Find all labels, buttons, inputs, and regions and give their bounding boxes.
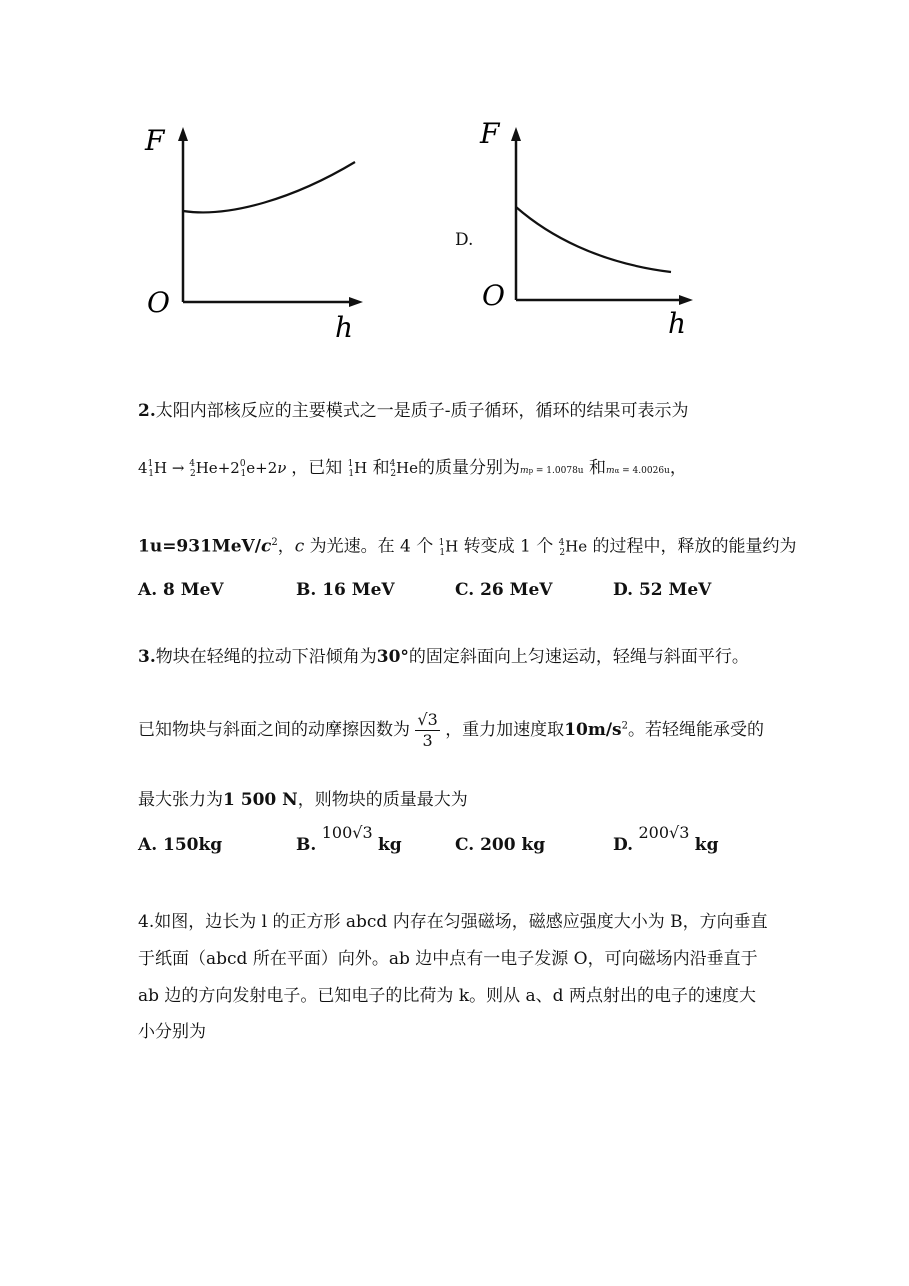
q3-stem2: 的固定斜面向上匀速运动，轻绳与斜面平行。 (408, 647, 749, 667)
line3-he: He (565, 537, 588, 556)
q4-line3: ab 边的方向发射电子。已知电子的比荷为 k。则从 a、d 两点射出的电子的速度大 (138, 986, 756, 1006)
known-he-nuclide (390, 458, 396, 481)
q3-option-b[interactable] (296, 823, 402, 855)
graph-right-y-label: F (480, 117, 500, 150)
eq-coef: 4 (138, 459, 148, 477)
q2-line3-e: 转变成 1 个 (463, 536, 554, 557)
q3-tension: 1 500 N (223, 790, 298, 810)
q3-stem-line (138, 647, 749, 667)
eq-h-nuclide (148, 458, 154, 481)
q3-line2-b: ，重力加速度取 (445, 720, 565, 740)
q4-line4: 小分别为 (138, 1022, 206, 1042)
eq-he: He (195, 459, 218, 477)
eq-plus1: +2 (217, 459, 240, 477)
graph-left-x-arrow (349, 297, 363, 307)
q3-option-d-value: 200√3 (638, 823, 690, 842)
q3-option-b-value: 100√3 (321, 823, 373, 842)
line3-h: H (445, 537, 459, 556)
eq-nu: ν (277, 459, 287, 477)
q2-option-a[interactable]: A. 8 MeV (138, 580, 224, 600)
known-h-z: 1 (348, 469, 355, 479)
option-d-label: D. (455, 230, 474, 250)
q2-line3-f: 的过程中，释放的能量约为 (592, 536, 797, 557)
q2-stem: 太阳内部核反应的主要模式之一是质子-质子循环，循环的结果可表示为 (155, 401, 689, 421)
q2-c-sq: 2 (271, 537, 278, 548)
q2-stem-line (138, 401, 689, 421)
line3-h-nuclide (439, 537, 445, 560)
q3-line3-a: 最大张力为 (138, 790, 223, 810)
mp-value: = 1.0078u (533, 466, 584, 476)
q3-number: 3. (138, 647, 156, 667)
q3-line3 (138, 790, 468, 810)
q2-c: c (260, 536, 272, 557)
mhe-symbol: m (606, 466, 615, 476)
q2-equation (138, 459, 291, 477)
known-he: He (396, 459, 419, 477)
mp-expr (520, 466, 584, 476)
eq-h-z: 1 (148, 469, 155, 479)
mhe-sub: α (614, 467, 620, 475)
q3-option-c[interactable]: C. 200 kg (455, 835, 546, 855)
known-h: H (354, 459, 368, 477)
mp-symbol: m (520, 466, 529, 476)
q3-line2-c: 。若轻绳能承受的 (628, 720, 764, 740)
line3-h-z: 1 (439, 547, 446, 558)
eq-he-z: 2 (189, 469, 196, 479)
graph-right-x-label: h (668, 307, 687, 340)
q2-known-prefix: ，已知 (291, 458, 343, 478)
q3-option-d-label: D. (613, 835, 634, 855)
q2-unit: 1u=931MeV/ (138, 536, 261, 557)
eq-e-mass: 0 (239, 459, 246, 469)
q2-c2: c (294, 536, 305, 557)
known-h-nuclide (348, 458, 354, 481)
line3-he-mass: 4 (558, 537, 565, 548)
graph-right-x-arrow (679, 295, 693, 305)
q2-number: 2. (138, 401, 156, 421)
q3-option-d-unit: kg (694, 835, 719, 855)
graph-left-curve (183, 162, 355, 212)
q2-equation-line (138, 458, 687, 481)
q2-mass-and: 和 (589, 458, 607, 478)
graph-left (135, 115, 375, 345)
q3-line2-a: 已知物块与斜面之间的动摩擦因数为 (138, 720, 410, 740)
q3-g-sq: 2 (621, 720, 628, 732)
graph-left-x-label: h (335, 311, 354, 344)
q3-option-b-unit: kg (378, 835, 402, 855)
eq-e: e (246, 459, 256, 477)
known-he-mass: 4 (389, 459, 396, 469)
q2-line3-comma: ， (277, 536, 295, 557)
q3-line2 (138, 710, 764, 751)
graph-left-origin: O (147, 286, 170, 319)
q3-g: 10m/s (564, 720, 622, 740)
eq-h-mass: 1 (147, 459, 154, 469)
q2-option-c[interactable]: C. 26 MeV (455, 580, 553, 600)
q3-option-a[interactable]: A. 150kg (138, 835, 223, 855)
eq-plus2: +2 (255, 459, 278, 477)
eq-he-nuclide (189, 458, 195, 481)
q3-option-b-label: B. (296, 835, 317, 855)
q3-mu-fraction (415, 710, 439, 751)
q2-comma: ， (669, 458, 687, 478)
known-he-z: 2 (390, 469, 397, 479)
line3-he-z: 2 (559, 547, 566, 558)
mhe-value: = 4.0026u (619, 466, 670, 476)
mp-sub: p (528, 467, 534, 475)
graph-right (478, 115, 708, 345)
q4-line2: 于纸面（abcd 所在平面）向外。ab 边中点有一电子发源 O，可向磁场内沿垂直于 (138, 949, 758, 969)
mhe-expr (606, 466, 670, 476)
q4-line1: 4.如图，边长为 l 的正方形 abcd 内存在匀强磁场，磁感应强度大小为 B，方向垂直 (138, 912, 768, 932)
graph-right-y-arrow (511, 127, 521, 141)
q3-mu-den: 3 (422, 731, 433, 750)
graph-right-curve (516, 207, 671, 272)
q2-line3-d: 为光速。在 4 个 (304, 536, 434, 557)
q3-stem: 物块在轻绳的拉动下沿倾角为 (155, 647, 377, 667)
q2-option-d[interactable]: D. 52 MeV (613, 580, 712, 600)
q3-angle: 30° (376, 647, 409, 667)
eq-h: H (154, 459, 168, 477)
eq-e-z: 1 (240, 469, 247, 479)
line3-he-nuclide (559, 537, 565, 560)
q3-mu-num: √3 (417, 710, 438, 729)
eq-e-nuclide (240, 458, 246, 481)
eq-he-mass: 4 (189, 459, 195, 469)
known-h-mass: 1 (347, 459, 354, 469)
graph-left-y-label: F (145, 124, 165, 157)
q2-line3 (138, 533, 797, 560)
line3-h-mass: 1 (438, 537, 445, 548)
q2-known-mass-text: 的质量分别为 (418, 458, 521, 478)
eq-arrow: → (171, 459, 185, 477)
q3-option-d[interactable] (613, 823, 719, 855)
q3-line3-b: ，则物块的质量最大为 (297, 790, 468, 810)
graph-left-y-arrow (178, 127, 188, 141)
graph-right-origin: O (482, 279, 505, 312)
q2-known-and: 和 (372, 458, 390, 478)
q2-option-b[interactable]: B. 16 MeV (296, 580, 395, 600)
